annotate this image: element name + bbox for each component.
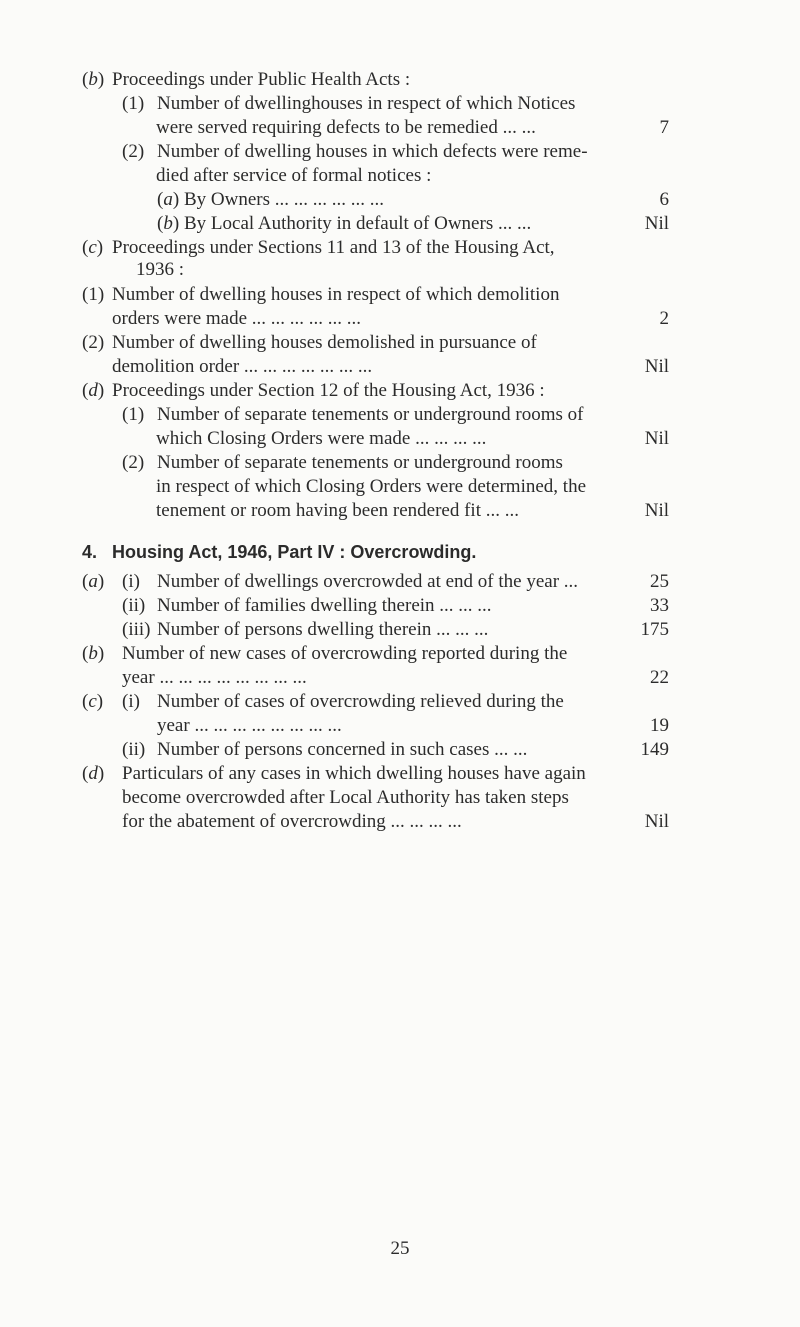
item-line	[0, 283, 800, 307]
item-line	[0, 738, 800, 762]
item-text: tenement or room having been rendered fit ... ...	[156, 500, 519, 521]
section-title-line	[0, 258, 800, 282]
item-text: Number of dwelling houses demolished in pursuance of	[112, 332, 537, 353]
item-line	[0, 714, 800, 738]
item-line	[0, 786, 800, 810]
item-value: 19	[650, 715, 669, 736]
item-line	[0, 618, 800, 642]
section-c-title-line	[0, 236, 800, 260]
item-text: Number of dwellinghouses in respect of which Notices	[157, 93, 576, 114]
section-label: (c)	[82, 691, 104, 712]
sub-item-text: By Local Authority in default of Owners ... ...	[184, 213, 532, 234]
section-label: (b)	[82, 643, 105, 664]
item-text: Number of persons dwelling therein ... ... ...	[157, 619, 489, 640]
sub-item-text: By Owners ... ... ... ... ... ...	[184, 189, 385, 210]
item-number: (1)	[122, 404, 145, 425]
item-line	[0, 642, 800, 666]
item-value: 25	[650, 571, 669, 592]
item-value: 2	[659, 308, 669, 329]
sub-item-label: (a)	[157, 189, 180, 210]
item-line	[0, 164, 800, 188]
item-text: year ... ... ... ... ... ... ... ...	[122, 667, 307, 688]
page-number: 25	[390, 1238, 410, 1259]
item-number: (2)	[122, 141, 145, 162]
item-number: (ii)	[122, 739, 146, 760]
item-text: demolition order ... ... ... ... ... ... ...	[112, 356, 373, 377]
item-line	[0, 451, 800, 475]
item-text: died after service of formal notices :	[156, 165, 432, 186]
item-value: 6	[659, 189, 669, 210]
section-label: (c)	[82, 237, 104, 258]
item-value: 175	[640, 619, 669, 640]
item-line	[0, 427, 800, 451]
item-text: Number of families dwelling therein ... ... ...	[157, 595, 492, 616]
item-text: Number of dwelling houses in respect of which demolition	[112, 284, 560, 305]
item-text: which Closing Orders were made ... ... ... ...	[156, 428, 487, 449]
item-line	[0, 762, 800, 786]
item-line	[0, 570, 800, 594]
section-title: 1936 :	[136, 259, 185, 280]
item-value: Nil	[644, 811, 669, 832]
item-text: Number of new cases of overcrowding reported during the	[122, 643, 568, 664]
item-line	[0, 355, 800, 379]
section-label: (a)	[82, 571, 105, 592]
section-title: Proceedings under Section 12 of the Housing Act, 1936 :	[112, 380, 545, 401]
item-number: (i)	[122, 691, 140, 712]
item-value: 149	[640, 739, 669, 760]
sub-item-label: (b)	[157, 213, 180, 234]
section-d-title-line	[0, 379, 800, 403]
item-text: Number of dwelling houses in which defects were reme-	[157, 141, 588, 162]
item-text: Number of separate tenements or underground rooms of	[157, 404, 584, 425]
section-title: Proceedings under Sections 11 and 13 of the Housing Act,	[112, 237, 555, 258]
item-line	[0, 331, 800, 355]
section-4-heading-line	[0, 540, 800, 564]
item-number: (2)	[122, 452, 145, 473]
item-number: (1)	[122, 93, 145, 114]
item-text: Number of dwellings overcrowded at end of the year ...	[157, 571, 579, 592]
item-number: (iii)	[122, 619, 151, 640]
item-value: Nil	[644, 500, 669, 521]
item-number: (1)	[82, 284, 105, 305]
item-number: (ii)	[122, 595, 146, 616]
item-line	[0, 666, 800, 690]
item-text: become overcrowded after Local Authority has taken steps	[122, 787, 569, 808]
item-line	[0, 594, 800, 618]
item-line	[0, 690, 800, 714]
item-line	[0, 810, 800, 834]
item-value: 7	[659, 117, 669, 138]
item-number: (i)	[122, 571, 140, 592]
item-line	[0, 140, 800, 164]
section-label: (d)	[82, 763, 105, 784]
section-heading: Housing Act, 1946, Part IV : Overcrowding.	[112, 542, 477, 562]
item-text: were served requiring defects to be remedied ... ...	[156, 117, 536, 138]
item-text: Number of separate tenements or underground rooms	[157, 452, 563, 473]
item-line	[0, 116, 800, 140]
sub-item-line	[0, 188, 800, 212]
item-value: Nil	[644, 428, 669, 449]
item-value: Nil	[644, 356, 669, 377]
item-line	[0, 499, 800, 523]
section-number: 4.	[82, 542, 98, 562]
section-b-title-line	[0, 68, 800, 92]
item-number: (2)	[82, 332, 105, 353]
item-line	[0, 307, 800, 331]
section-title: Proceedings under Public Health Acts :	[112, 69, 411, 90]
sub-item-line	[0, 212, 800, 236]
item-line	[0, 92, 800, 116]
item-text: orders were made ... ... ... ... ... ...	[112, 308, 362, 329]
section-label: (b)	[82, 69, 105, 90]
item-line	[0, 403, 800, 427]
item-text: in respect of which Closing Orders were determined, the	[156, 476, 587, 497]
item-text: Particulars of any cases in which dwelling houses have again	[122, 763, 586, 784]
item-text: year ... ... ... ... ... ... ... ...	[157, 715, 342, 736]
item-text: Number of cases of overcrowding relieved during the	[157, 691, 564, 712]
item-line	[0, 475, 800, 499]
item-value: 22	[650, 667, 669, 688]
item-text: Number of persons concerned in such cases ... ...	[157, 739, 528, 760]
section-label: (d)	[82, 380, 105, 401]
item-value: Nil	[644, 213, 669, 234]
item-value: 33	[650, 595, 669, 616]
item-text: for the abatement of overcrowding ... ... ... ...	[122, 811, 462, 832]
